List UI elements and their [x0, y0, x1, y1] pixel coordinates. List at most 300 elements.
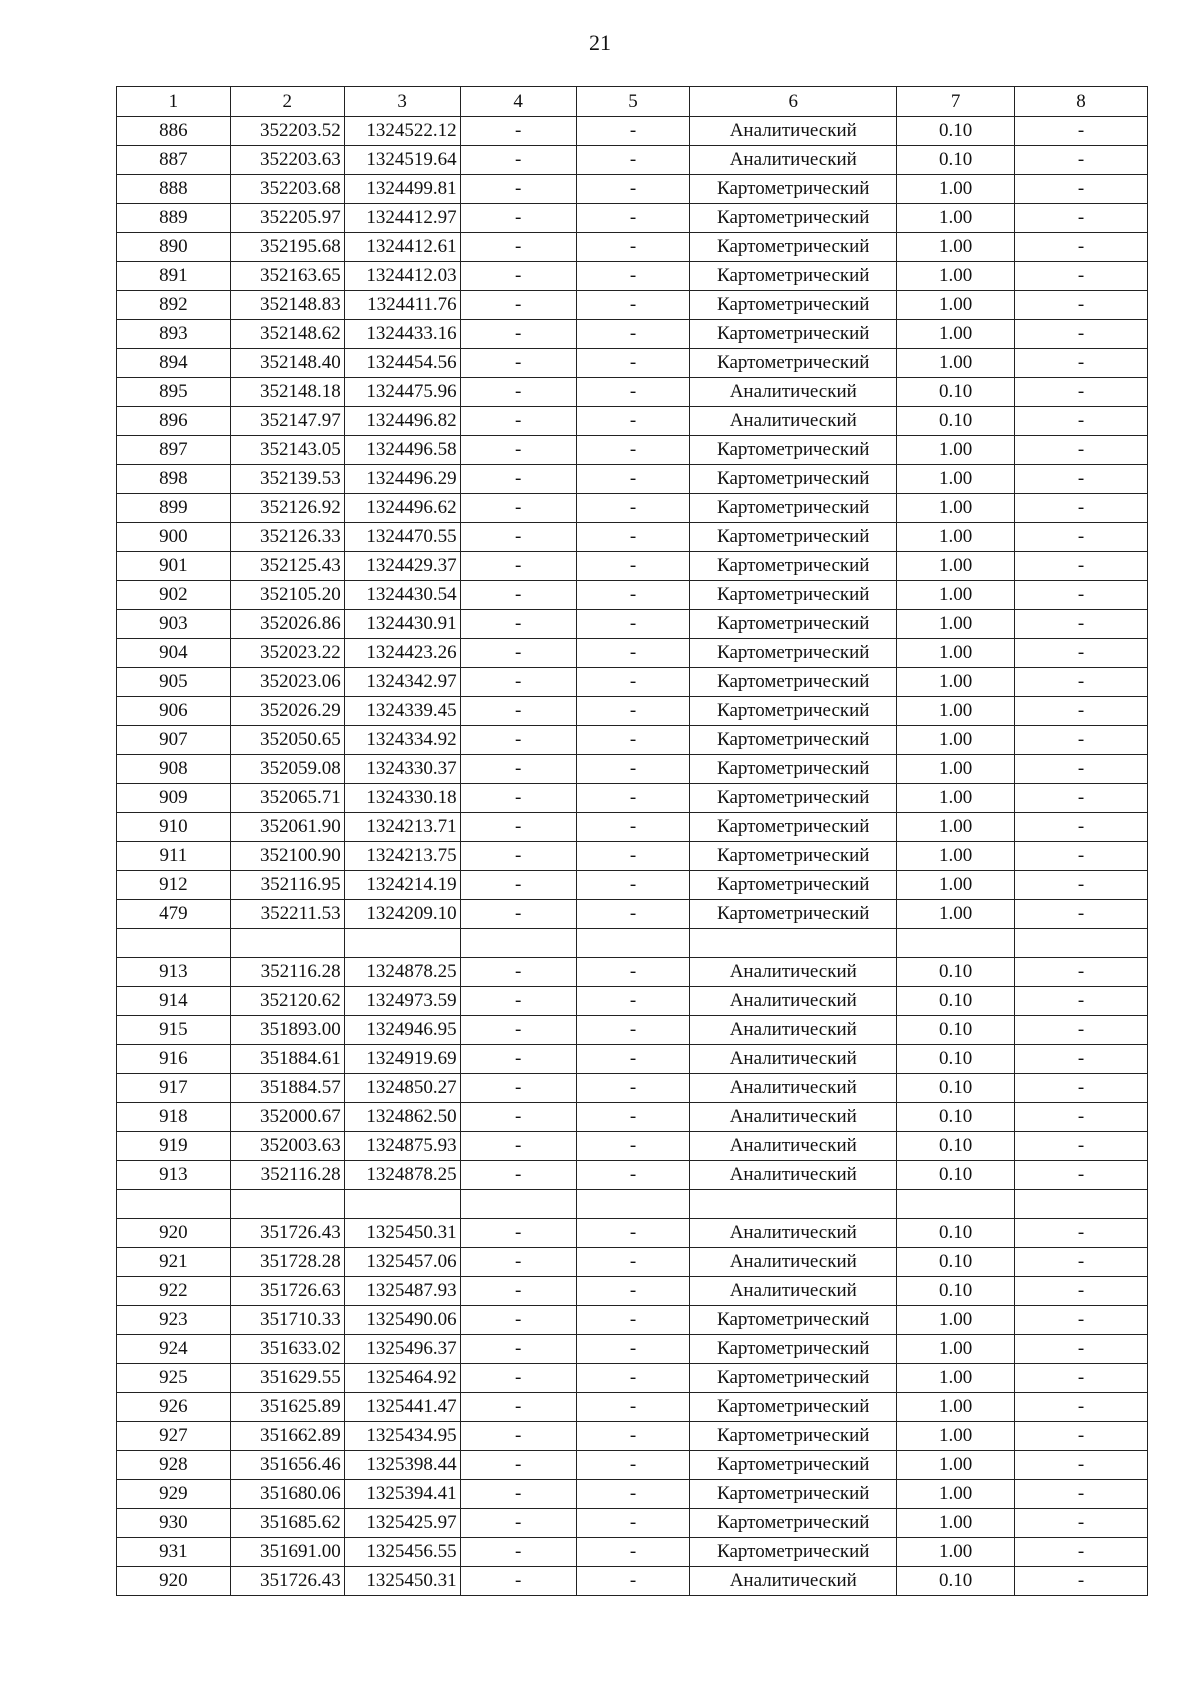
accuracy: 0.10 — [897, 1219, 1015, 1248]
empty-cell — [1015, 1190, 1148, 1219]
point-number: 928 — [117, 1451, 231, 1480]
table-row — [117, 1393, 1148, 1422]
accuracy: 1.00 — [897, 755, 1015, 784]
table-row — [117, 523, 1148, 552]
accuracy: 0.10 — [897, 1161, 1015, 1190]
table-row — [117, 552, 1148, 581]
empty-cell — [460, 929, 576, 958]
accuracy: 1.00 — [897, 871, 1015, 900]
accuracy: 0.10 — [897, 987, 1015, 1016]
accuracy: 1.00 — [897, 639, 1015, 668]
method: Картометрический — [690, 349, 897, 378]
point-number: 906 — [117, 697, 231, 726]
accuracy: 0.10 — [897, 1045, 1015, 1074]
table-row — [117, 755, 1148, 784]
coordinate-y: 1324429.37 — [344, 552, 460, 581]
table-row — [117, 1132, 1148, 1161]
col-5-value: - — [576, 291, 690, 320]
table-row — [117, 1103, 1148, 1132]
table-row — [117, 1219, 1148, 1248]
coordinate-x: 351726.43 — [230, 1219, 344, 1248]
col-5-value: - — [576, 610, 690, 639]
coordinate-y: 1324862.50 — [344, 1103, 460, 1132]
table-header-row — [117, 87, 1148, 117]
method: Аналитический — [690, 146, 897, 175]
coordinate-x: 352125.43 — [230, 552, 344, 581]
column-header-7: 7 — [897, 87, 1015, 117]
column-header-6: 6 — [690, 87, 897, 117]
coordinate-x: 352026.29 — [230, 697, 344, 726]
table-row — [117, 320, 1148, 349]
col-5-value: - — [576, 1103, 690, 1132]
point-number: 910 — [117, 813, 231, 842]
method: Аналитический — [690, 1219, 897, 1248]
method: Аналитический — [690, 1016, 897, 1045]
accuracy: 1.00 — [897, 581, 1015, 610]
table-row — [117, 204, 1148, 233]
coordinate-x: 351625.89 — [230, 1393, 344, 1422]
coordinate-y: 1324423.26 — [344, 639, 460, 668]
coordinate-y: 1324496.62 — [344, 494, 460, 523]
col-4-value: - — [460, 581, 576, 610]
column-header-3: 3 — [344, 87, 460, 117]
point-number: 901 — [117, 552, 231, 581]
col-4-value: - — [460, 494, 576, 523]
empty-cell — [897, 1190, 1015, 1219]
method: Аналитический — [690, 1277, 897, 1306]
point-number: 892 — [117, 291, 231, 320]
col-8-value: - — [1015, 552, 1148, 581]
point-number: 903 — [117, 610, 231, 639]
coordinate-y: 1324496.29 — [344, 465, 460, 494]
separator-row — [117, 929, 1148, 958]
accuracy: 1.00 — [897, 523, 1015, 552]
empty-cell — [230, 929, 344, 958]
col-5-value: - — [576, 1451, 690, 1480]
coordinate-y: 1325456.55 — [344, 1538, 460, 1567]
col-8-value: - — [1015, 1074, 1148, 1103]
col-4-value: - — [460, 1335, 576, 1364]
point-number: 924 — [117, 1335, 231, 1364]
accuracy: 1.00 — [897, 349, 1015, 378]
table-row — [117, 1074, 1148, 1103]
method: Картометрический — [690, 262, 897, 291]
accuracy: 1.00 — [897, 842, 1015, 871]
col-5-value: - — [576, 697, 690, 726]
col-5-value: - — [576, 581, 690, 610]
coordinate-y: 1324475.96 — [344, 378, 460, 407]
coordinate-y: 1325425.97 — [344, 1509, 460, 1538]
accuracy: 0.10 — [897, 1277, 1015, 1306]
empty-cell — [460, 1190, 576, 1219]
col-5-value: - — [576, 755, 690, 784]
method: Картометрический — [690, 697, 897, 726]
method: Картометрический — [690, 1364, 897, 1393]
coordinate-y: 1324496.58 — [344, 436, 460, 465]
point-number: 890 — [117, 233, 231, 262]
col-4-value: - — [460, 697, 576, 726]
point-number: 908 — [117, 755, 231, 784]
method: Картометрический — [690, 1538, 897, 1567]
method: Аналитический — [690, 958, 897, 987]
point-number: 917 — [117, 1074, 231, 1103]
col-4-value: - — [460, 175, 576, 204]
accuracy: 0.10 — [897, 1074, 1015, 1103]
accuracy: 1.00 — [897, 1538, 1015, 1567]
col-4-value: - — [460, 320, 576, 349]
col-8-value: - — [1015, 1364, 1148, 1393]
method: Картометрический — [690, 291, 897, 320]
accuracy: 1.00 — [897, 291, 1015, 320]
col-4-value: - — [460, 610, 576, 639]
point-number: 912 — [117, 871, 231, 900]
coordinate-x: 352116.28 — [230, 958, 344, 987]
point-number: 897 — [117, 436, 231, 465]
coordinate-y: 1324875.93 — [344, 1132, 460, 1161]
coordinate-x: 352195.68 — [230, 233, 344, 262]
col-4-value: - — [460, 436, 576, 465]
col-5-value: - — [576, 1219, 690, 1248]
col-8-value: - — [1015, 726, 1148, 755]
method: Аналитический — [690, 1045, 897, 1074]
method: Аналитический — [690, 117, 897, 146]
column-header-1: 1 — [117, 87, 231, 117]
col-8-value: - — [1015, 987, 1148, 1016]
table-row — [117, 668, 1148, 697]
col-4-value: - — [460, 407, 576, 436]
method: Картометрический — [690, 494, 897, 523]
method: Аналитический — [690, 1161, 897, 1190]
empty-cell — [117, 929, 231, 958]
coordinate-x: 352148.40 — [230, 349, 344, 378]
col-5-value: - — [576, 871, 690, 900]
col-8-value: - — [1015, 349, 1148, 378]
accuracy: 1.00 — [897, 1306, 1015, 1335]
coordinate-x: 352148.18 — [230, 378, 344, 407]
col-4-value: - — [460, 1248, 576, 1277]
col-8-value: - — [1015, 1509, 1148, 1538]
point-number: 931 — [117, 1538, 231, 1567]
accuracy: 1.00 — [897, 1509, 1015, 1538]
method: Аналитический — [690, 1567, 897, 1596]
method: Картометрический — [690, 175, 897, 204]
table-row — [117, 494, 1148, 523]
col-8-value: - — [1015, 204, 1148, 233]
point-number: 907 — [117, 726, 231, 755]
accuracy: 0.10 — [897, 1248, 1015, 1277]
col-5-value: - — [576, 1422, 690, 1451]
method: Картометрический — [690, 581, 897, 610]
table-row — [117, 436, 1148, 465]
col-5-value: - — [576, 146, 690, 175]
coordinate-y: 1324878.25 — [344, 958, 460, 987]
col-8-value: - — [1015, 1132, 1148, 1161]
col-8-value: - — [1015, 1248, 1148, 1277]
coordinate-x: 352059.08 — [230, 755, 344, 784]
col-4-value: - — [460, 1074, 576, 1103]
col-4-value: - — [460, 1393, 576, 1422]
coordinate-y: 1324878.25 — [344, 1161, 460, 1190]
col-5-value: - — [576, 958, 690, 987]
table-row — [117, 146, 1148, 175]
col-8-value: - — [1015, 378, 1148, 407]
table-row — [117, 581, 1148, 610]
col-4-value: - — [460, 871, 576, 900]
coordinate-y: 1324334.92 — [344, 726, 460, 755]
point-number: 921 — [117, 1248, 231, 1277]
table-row — [117, 1538, 1148, 1567]
empty-cell — [1015, 929, 1148, 958]
col-4-value: - — [460, 1364, 576, 1393]
col-8-value: - — [1015, 233, 1148, 262]
method: Картометрический — [690, 436, 897, 465]
coordinate-y: 1325450.31 — [344, 1567, 460, 1596]
col-8-value: - — [1015, 813, 1148, 842]
table-row — [117, 117, 1148, 146]
table-row — [117, 784, 1148, 813]
method: Аналитический — [690, 1132, 897, 1161]
col-4-value: - — [460, 900, 576, 929]
col-4-value: - — [460, 842, 576, 871]
column-header-8: 8 — [1015, 87, 1148, 117]
empty-cell — [690, 1190, 897, 1219]
point-number: 889 — [117, 204, 231, 233]
coordinate-y: 1324214.19 — [344, 871, 460, 900]
coordinate-y: 1324430.91 — [344, 610, 460, 639]
col-5-value: - — [576, 668, 690, 697]
accuracy: 1.00 — [897, 1480, 1015, 1509]
table-row — [117, 1480, 1148, 1509]
accuracy: 1.00 — [897, 204, 1015, 233]
method: Аналитический — [690, 1103, 897, 1132]
table-row — [117, 958, 1148, 987]
coordinate-x: 352003.63 — [230, 1132, 344, 1161]
table-row — [117, 813, 1148, 842]
point-number: 922 — [117, 1277, 231, 1306]
point-number: 905 — [117, 668, 231, 697]
coordinate-x: 351884.61 — [230, 1045, 344, 1074]
col-5-value: - — [576, 639, 690, 668]
method: Картометрический — [690, 320, 897, 349]
coordinate-x: 352061.90 — [230, 813, 344, 842]
col-8-value: - — [1015, 900, 1148, 929]
col-4-value: - — [460, 523, 576, 552]
col-4-value: - — [460, 958, 576, 987]
table-row — [117, 378, 1148, 407]
coordinate-y: 1324412.03 — [344, 262, 460, 291]
coordinate-y: 1324454.56 — [344, 349, 460, 378]
accuracy: 1.00 — [897, 262, 1015, 291]
col-5-value: - — [576, 1364, 690, 1393]
method: Картометрический — [690, 204, 897, 233]
point-number: 479 — [117, 900, 231, 929]
coordinate-x: 352143.05 — [230, 436, 344, 465]
table-row — [117, 697, 1148, 726]
coordinate-x: 352120.62 — [230, 987, 344, 1016]
table-row — [117, 1335, 1148, 1364]
point-number: 919 — [117, 1132, 231, 1161]
empty-cell — [576, 929, 690, 958]
coordinate-y: 1324209.10 — [344, 900, 460, 929]
coordinate-y: 1324339.45 — [344, 697, 460, 726]
col-8-value: - — [1015, 291, 1148, 320]
method: Картометрический — [690, 1451, 897, 1480]
col-4-value: - — [460, 813, 576, 842]
coordinate-x: 351691.00 — [230, 1538, 344, 1567]
coordinate-x: 352116.95 — [230, 871, 344, 900]
table-row — [117, 349, 1148, 378]
table-row — [117, 1161, 1148, 1190]
point-number: 888 — [117, 175, 231, 204]
method: Картометрический — [690, 552, 897, 581]
coordinate-x: 352126.33 — [230, 523, 344, 552]
col-5-value: - — [576, 204, 690, 233]
col-8-value: - — [1015, 871, 1148, 900]
point-number: 914 — [117, 987, 231, 1016]
coordinate-x: 351633.02 — [230, 1335, 344, 1364]
col-5-value: - — [576, 436, 690, 465]
coordinate-y: 1325434.95 — [344, 1422, 460, 1451]
coordinate-x: 352203.52 — [230, 117, 344, 146]
table-row — [117, 842, 1148, 871]
accuracy: 1.00 — [897, 784, 1015, 813]
accuracy: 1.00 — [897, 175, 1015, 204]
accuracy: 0.10 — [897, 958, 1015, 987]
coordinate-y: 1324213.71 — [344, 813, 460, 842]
col-8-value: - — [1015, 146, 1148, 175]
accuracy: 1.00 — [897, 1422, 1015, 1451]
coordinate-y: 1324850.27 — [344, 1074, 460, 1103]
empty-cell — [117, 1190, 231, 1219]
empty-cell — [344, 929, 460, 958]
table-row — [117, 465, 1148, 494]
col-8-value: - — [1015, 784, 1148, 813]
coordinate-y: 1325464.92 — [344, 1364, 460, 1393]
col-5-value: - — [576, 233, 690, 262]
accuracy: 1.00 — [897, 813, 1015, 842]
coordinate-y: 1324946.95 — [344, 1016, 460, 1045]
coordinate-y: 1325457.06 — [344, 1248, 460, 1277]
col-8-value: - — [1015, 320, 1148, 349]
col-5-value: - — [576, 262, 690, 291]
coordinate-x: 352000.67 — [230, 1103, 344, 1132]
method: Картометрический — [690, 784, 897, 813]
col-5-value: - — [576, 1074, 690, 1103]
col-8-value: - — [1015, 523, 1148, 552]
col-4-value: - — [460, 1219, 576, 1248]
col-4-value: - — [460, 1451, 576, 1480]
accuracy: 0.10 — [897, 1132, 1015, 1161]
coordinate-x: 352205.97 — [230, 204, 344, 233]
method: Аналитический — [690, 407, 897, 436]
point-number: 902 — [117, 581, 231, 610]
col-8-value: - — [1015, 1016, 1148, 1045]
col-5-value: - — [576, 1509, 690, 1538]
col-5-value: - — [576, 1538, 690, 1567]
empty-cell — [897, 929, 1015, 958]
coordinate-y: 1325490.06 — [344, 1306, 460, 1335]
coordinate-y: 1325398.44 — [344, 1451, 460, 1480]
table-row — [117, 233, 1148, 262]
table-row — [117, 1016, 1148, 1045]
empty-cell — [576, 1190, 690, 1219]
separator-row — [117, 1190, 1148, 1219]
col-8-value: - — [1015, 1103, 1148, 1132]
method: Картометрический — [690, 523, 897, 552]
method: Картометрический — [690, 726, 897, 755]
coordinate-y: 1324411.76 — [344, 291, 460, 320]
coordinate-y: 1325394.41 — [344, 1480, 460, 1509]
coordinate-x: 352023.22 — [230, 639, 344, 668]
col-5-value: - — [576, 320, 690, 349]
col-4-value: - — [460, 1103, 576, 1132]
coordinate-x: 352148.62 — [230, 320, 344, 349]
col-8-value: - — [1015, 581, 1148, 610]
column-header-4: 4 — [460, 87, 576, 117]
col-8-value: - — [1015, 1480, 1148, 1509]
col-5-value: - — [576, 1161, 690, 1190]
coordinate-y: 1324522.12 — [344, 117, 460, 146]
method: Картометрический — [690, 1480, 897, 1509]
coordinate-y: 1325441.47 — [344, 1393, 460, 1422]
method: Аналитический — [690, 1248, 897, 1277]
point-number: 886 — [117, 117, 231, 146]
coordinate-x: 352148.83 — [230, 291, 344, 320]
col-8-value: - — [1015, 755, 1148, 784]
coordinate-y: 1324499.81 — [344, 175, 460, 204]
coordinate-y: 1324342.97 — [344, 668, 460, 697]
col-4-value: - — [460, 1509, 576, 1538]
coordinate-x: 351662.89 — [230, 1422, 344, 1451]
accuracy: 1.00 — [897, 320, 1015, 349]
coordinate-x: 352126.92 — [230, 494, 344, 523]
col-5-value: - — [576, 494, 690, 523]
accuracy: 0.10 — [897, 407, 1015, 436]
col-5-value: - — [576, 1480, 690, 1509]
point-number: 916 — [117, 1045, 231, 1074]
col-4-value: - — [460, 668, 576, 697]
point-number: 915 — [117, 1016, 231, 1045]
col-4-value: - — [460, 204, 576, 233]
accuracy: 1.00 — [897, 465, 1015, 494]
col-8-value: - — [1015, 262, 1148, 291]
accuracy: 0.10 — [897, 1103, 1015, 1132]
column-header-5: 5 — [576, 87, 690, 117]
accuracy: 0.10 — [897, 117, 1015, 146]
col-5-value: - — [576, 1567, 690, 1596]
col-4-value: - — [460, 291, 576, 320]
table-row — [117, 1364, 1148, 1393]
point-number: 927 — [117, 1422, 231, 1451]
table-row — [117, 1248, 1148, 1277]
col-4-value: - — [460, 117, 576, 146]
accuracy: 1.00 — [897, 1451, 1015, 1480]
coordinate-x: 351629.55 — [230, 1364, 344, 1393]
col-4-value: - — [460, 639, 576, 668]
col-5-value: - — [576, 842, 690, 871]
col-4-value: - — [460, 1132, 576, 1161]
col-4-value: - — [460, 1480, 576, 1509]
coordinate-y: 1324496.82 — [344, 407, 460, 436]
col-5-value: - — [576, 465, 690, 494]
method: Аналитический — [690, 1074, 897, 1103]
col-4-value: - — [460, 755, 576, 784]
accuracy: 1.00 — [897, 668, 1015, 697]
col-8-value: - — [1015, 1567, 1148, 1596]
table-row — [117, 871, 1148, 900]
method: Картометрический — [690, 842, 897, 871]
coordinate-y: 1325496.37 — [344, 1335, 460, 1364]
